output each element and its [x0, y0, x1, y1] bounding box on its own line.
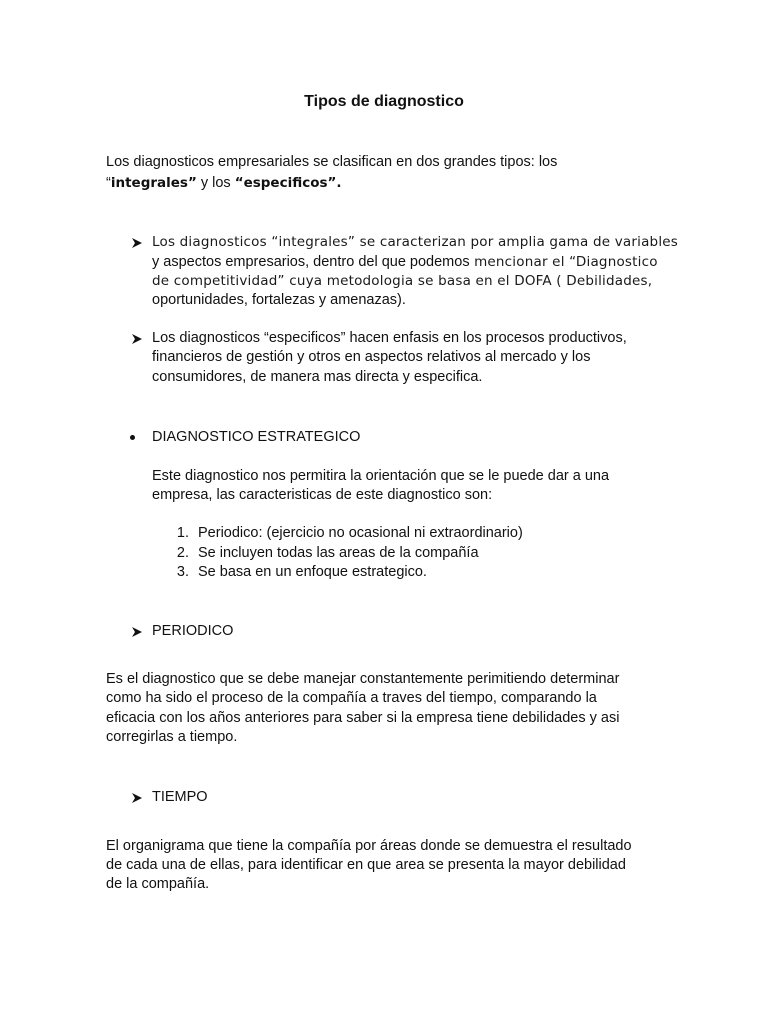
bullet-integrales-line-2b: mencionar el “Diagnostico [469, 254, 658, 270]
list-item: Periodico: (ejercicio no ocasional ni extraordinario) [198, 525, 523, 541]
bullet-integrales-line-2a: y aspectos empresarios, dentro del que podemos [152, 254, 470, 270]
round-bullet-icon [130, 435, 135, 440]
arrowhead-bullet-icon [130, 236, 144, 250]
bullet-integrales-line-1: Los diagnosticos “integrales” se caracterizan por amplia gama de variables [152, 234, 679, 250]
list-number: 1. [176, 525, 189, 541]
bullet-especificos-line-2: financieros de gestión y otros en aspectos relativos al mercado y los [152, 349, 591, 365]
arrowhead-bullet-icon [130, 791, 144, 805]
periodico-heading: PERIODICO [152, 623, 234, 639]
tiempo-heading: TIEMPO [152, 789, 208, 805]
estrategico-para-line-2: empresa, las caracteristicas de este diagnostico son: [152, 487, 493, 503]
intro-integrales: integrales” [110, 175, 197, 191]
intro-open-quote: “ [106, 175, 111, 191]
bullet-especificos-line-1: Los diagnosticos “especificos” hacen enfasis en los procesos productivos, [152, 330, 627, 346]
estrategico-heading: DIAGNOSTICO ESTRATEGICO [152, 429, 361, 445]
list-number: 3. [176, 564, 189, 580]
bullet-integrales-line-3: de competitividad” cuya metodologia se basa en el DOFA ( Debilidades, [152, 273, 653, 289]
intro-line-1: Los diagnosticos empresariales se clasifican en dos grandes tipos: los [106, 154, 558, 170]
intro-conjunction: y los [196, 175, 235, 191]
list-item: Se incluyen todas las areas de la compañía [198, 545, 479, 561]
periodico-line-1: Es el diagnostico que se debe manejar constantemente perimitiendo determinar [106, 671, 620, 687]
bullet-integrales-line-4: oportunidades, fortalezas y amenazas). [152, 292, 406, 308]
list-item: Se basa en un enfoque estrategico. [198, 564, 427, 580]
arrowhead-bullet-icon [130, 625, 144, 639]
intro-especificos: “especificos”. [234, 175, 342, 191]
intro-line-2 [106, 173, 342, 193]
tiempo-line-1: El organigrama que tiene la compañía por áreas donde se demuestra el resultado [106, 838, 632, 854]
page-title: Tipos de diagnostico [304, 93, 464, 110]
bullet-integrales-line-2 [152, 252, 658, 272]
arrowhead-bullet-icon [130, 332, 144, 346]
tiempo-line-3: de la compañía. [106, 876, 210, 892]
list-number: 2. [176, 545, 189, 561]
tiempo-line-2: de cada una de ellas, para identificar en que area se presenta la mayor debilidad [106, 857, 626, 873]
periodico-line-4: corregirlas a tiempo. [106, 729, 238, 745]
periodico-line-3: eficacia con los años anteriores para saber si la empresa tiene debilidades y asi [106, 710, 620, 726]
bullet-especificos-line-3: consumidores, de manera mas directa y especifica. [152, 369, 483, 385]
estrategico-para-line-1: Este diagnostico nos permitira la orientación que se le puede dar a una [152, 468, 610, 484]
periodico-line-2: como ha sido el proceso de la compañía a traves del tiempo, comparando la [106, 690, 597, 706]
